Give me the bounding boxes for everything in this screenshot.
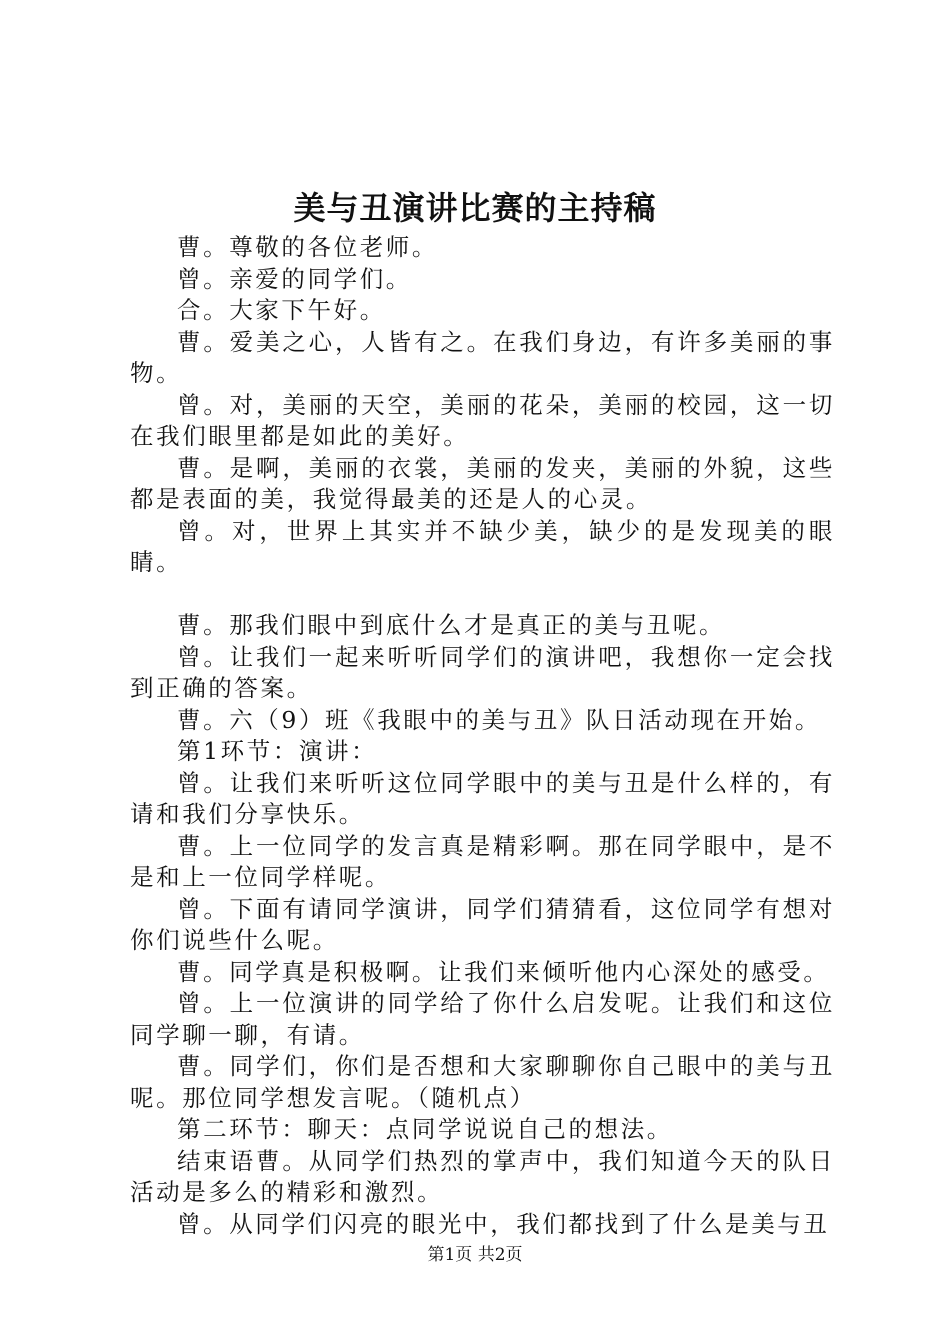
paragraph: 曹。上一位同学的发言真是精彩啊。那在同学眼中，是不是和上一位同学样呢。 (130, 831, 835, 891)
section-heading: 第1环节：演讲： (177, 737, 378, 765)
paragraph: 曾。让我们来听听这位同学眼中的美与丑是什么样的，有请和我们分享快乐。 (130, 768, 835, 828)
document-title: 美与丑演讲比赛的主持稿 (293, 189, 657, 227)
page-footer: 第1页 共2页 (427, 1245, 523, 1265)
section-heading: 第二环节：聊天：点同学说说自己的想法。 (177, 1115, 673, 1143)
paragraph: 曾。上一位演讲的同学给了你什么启发呢。让我们和这位同学聊一聊，有请。 (130, 989, 835, 1049)
blank-line (130, 579, 835, 611)
paragraph: 曹。同学们，你们是否想和大家聊聊你自己眼中的美与丑呢。那位同学想发言呢。（随机点） (130, 1052, 835, 1112)
paragraph: 曾。亲爱的同学们。 (177, 264, 412, 293)
paragraph: 曾。从同学们闪亮的眼光中，我们都找到了什么是美与丑 (177, 1209, 830, 1238)
paragraph: 曹。六（9）班《我眼中的美与丑》队日活动现在开始。 (177, 705, 821, 734)
paragraph: 曾。下面有请同学演讲，同学们猜猜看，这位同学有想对你们说些什么呢。 (130, 894, 835, 954)
paragraph: 合。大家下午好。 (177, 296, 386, 324)
paragraph: 曹。爱美之心，人皆有之。在我们身边，有许多美丽的事物。 (130, 327, 835, 387)
paragraph: 曾。让我们一起来听听同学们的演讲吧，我想你一定会找到正确的答案。 (130, 642, 835, 702)
paragraph: 曹。是啊，美丽的衣裳，美丽的发夹，美丽的外貌，这些都是表面的美，我觉得最美的还是人的心灵。 (130, 453, 835, 513)
paragraph: 结束语曹。从同学们热烈的掌声中，我们知道今天的队日活动是多么的精彩和激烈。 (130, 1146, 835, 1206)
paragraph: 曹。那我们眼中到底什么才是真正的美与丑呢。 (177, 611, 726, 639)
paragraph: 曾。对，世界上其实并不缺少美，缺少的是发现美的眼睛。 (130, 516, 835, 576)
paragraph: 曹。尊敬的各位老师。 (177, 233, 438, 261)
paragraph: 曹。同学真是积极啊。让我们来倾听他内心深处的感受。 (177, 957, 830, 986)
paragraph: 曾。对，美丽的天空，美丽的花朵，美丽的校园，这一切在我们眼里都是如此的美好。 (130, 390, 835, 450)
document-body (130, 232, 835, 1240)
